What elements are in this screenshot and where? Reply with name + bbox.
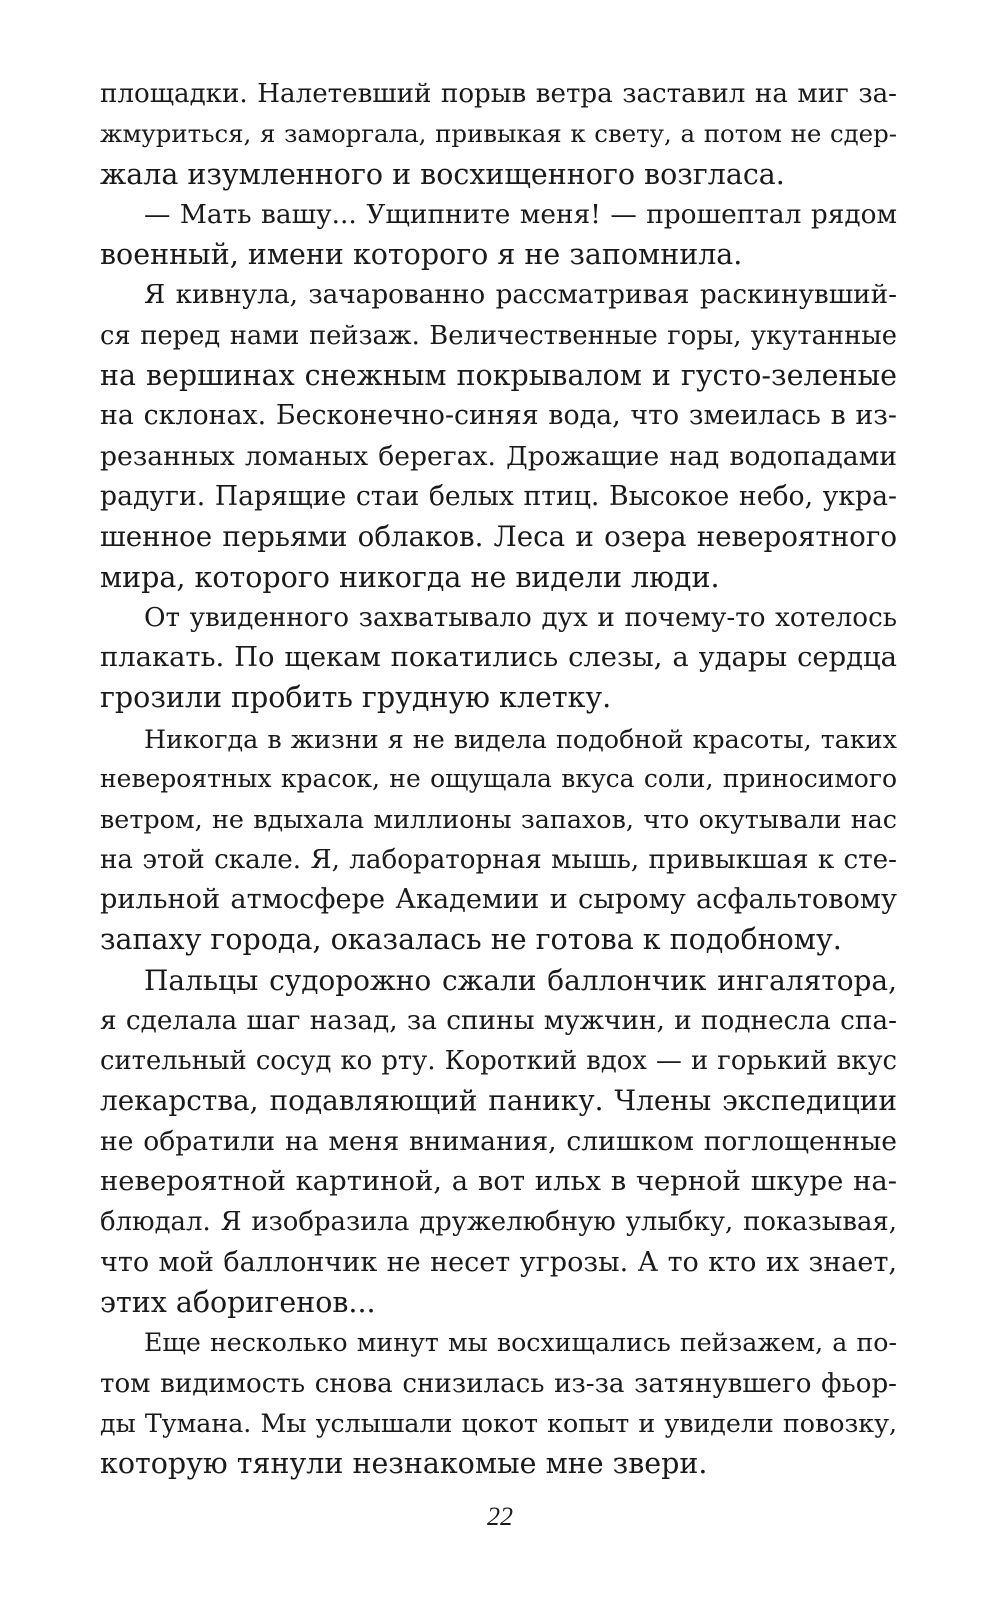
text-line: на вершинах снежным покрывалом и густо-зеленые: [100, 359, 897, 393]
text-line: этих аборигенов...: [100, 1285, 376, 1319]
text-line: которую тянули незнакомые мне звери.: [100, 1447, 708, 1481]
page-number: 22: [487, 1502, 513, 1531]
text-line: грозили пробить грудную клетку.: [100, 681, 612, 715]
text-line: радуги. Парящие стаи белых птиц. Высокое небо, укра-: [100, 480, 897, 512]
text-line: Я кивнула, зачарованно рассматривая раскинувший-: [144, 280, 897, 311]
text-line: жала изумленного и восхищенного возгласа.: [100, 157, 785, 191]
text-line: ся перед нами пейзаж. Величественные горы, укутанные: [100, 320, 897, 351]
text-line: шенное перьями облаков. Леса и озера невероятного: [100, 520, 897, 554]
text-line: Никогда в жизни я не видела подобной красоты, таких: [144, 723, 897, 754]
paragraph: [100, 1323, 897, 1484]
text-line: Пальцы судорожно сжали баллончик ингалятора,: [144, 963, 897, 997]
text-line: площадки. Налетевший порыв ветра заставил на миг за-: [100, 79, 897, 109]
text-line: лекарства, подавляющий панику. Члены экспедиции: [100, 1084, 897, 1118]
text-line: — Мать вашу... Ущипните меня! — прошептал рядом: [144, 199, 897, 230]
text-line: на склонах. Бесконечно-синяя вода, что змеилась в из-: [100, 400, 897, 432]
text-line: невероятных красок, не ощущала вкуса соли, приносимого: [100, 764, 897, 794]
text-line: на этой скале. Я, лабораторная мышь, привыкшая к сте-: [100, 844, 897, 875]
text-line: Еще несколько минут мы восхищались пейзажем, а по-: [144, 1328, 897, 1358]
text-line: ды Тумана. Мы услышали цокот копыт и увидели повозку,: [100, 1408, 897, 1438]
text-line: блюдал. Я изобразила дружелюбную улыбку, показывая,: [100, 1207, 897, 1238]
text-line: ветром, не вдыхала миллионы запахов, что окутывали нас: [100, 804, 897, 835]
paragraph: [100, 719, 897, 961]
text-line: я сделала шаг назад, за спины мужчин, и поднесла спа-: [100, 1005, 897, 1036]
paragraph: [100, 74, 897, 195]
paragraph: [100, 598, 897, 719]
text-line: что мой баллончик не несет угрозы. А то кто их знает,: [100, 1246, 897, 1278]
text-line: не обратили на меня внимания, слишком поглощенные: [100, 1125, 897, 1157]
paragraph: [100, 961, 897, 1324]
text-line: мира, которого никогда не видели люди.: [100, 560, 720, 594]
text-line: военный, имени которого я не запомнила.: [100, 238, 743, 272]
text-line: жмуриться, я заморгала, привыкая к свету, а потом не сдер-: [100, 119, 897, 149]
text-line: запаху города, оказалась не готова к подобному.: [100, 923, 842, 957]
text-line: сительный сосуд ко рту. Короткий вдох — и горький вкус: [100, 1046, 897, 1077]
text-line: том видимость снова снизилась из-за затянувшего фьор-: [100, 1368, 897, 1399]
paragraph: [100, 195, 897, 276]
text-line: От увиденного захватывало дух и почему-то хотелось: [144, 602, 897, 633]
paragraph: [100, 275, 897, 597]
text-line: резанных ломаных берегах. Дрожащие над водопадами: [100, 440, 897, 472]
text-line: невероятной картиной, а вот ильх в черной шкуре на-: [100, 1166, 897, 1198]
text-line: рильной атмосфере Академии и сырому асфальтовому: [100, 883, 897, 915]
text-line: плакать. По щекам покатились слезы, а удары сердца: [100, 642, 897, 674]
body-text: [100, 74, 897, 1484]
